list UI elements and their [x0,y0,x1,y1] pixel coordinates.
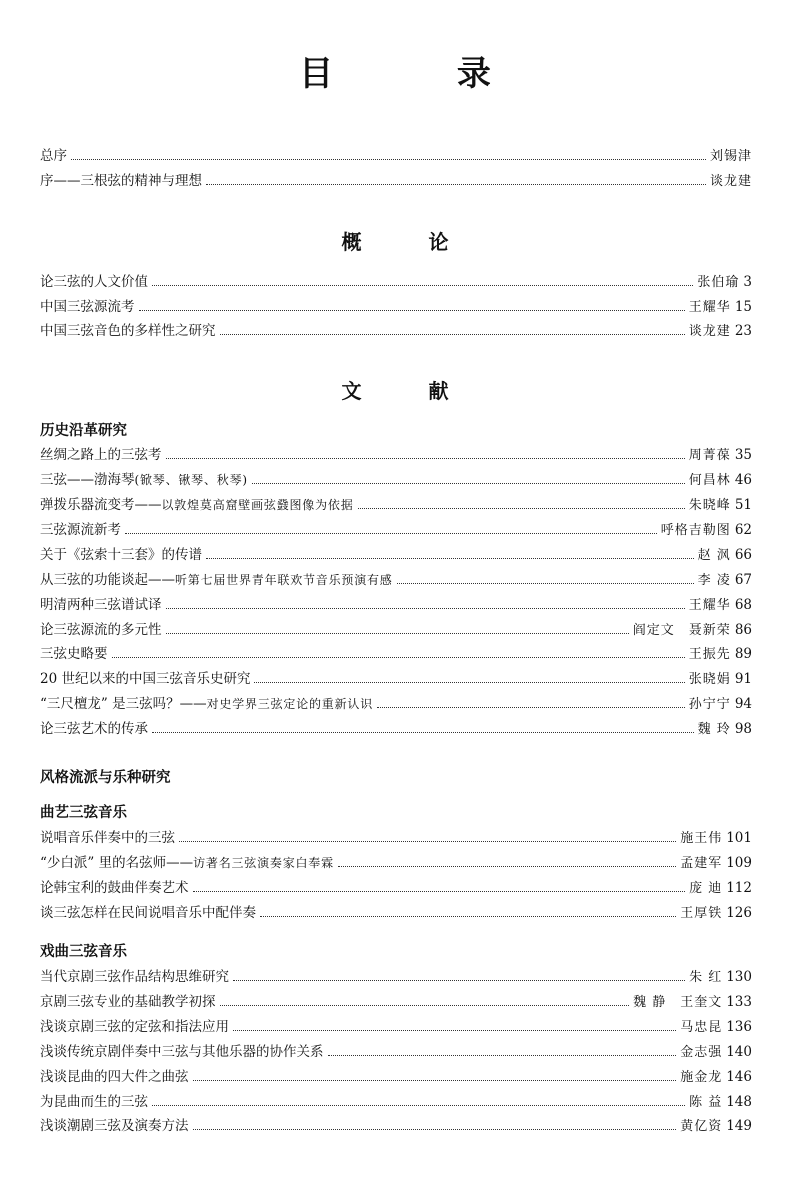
entry-subtitle: 以敦煌莫高窟壁画弦鼗图像为依据 [161,498,354,512]
entry-author: 王奎文 [680,995,723,1010]
entry-title: 论三弦的人文价值 [40,274,148,290]
entry-page: 46 [734,472,752,488]
entry-page: 148 [726,1094,752,1110]
toc-entry[interactable] [40,718,752,740]
entry-page: 51 [734,497,752,513]
entry-author: 马忠昆 [680,1020,723,1035]
entry-title: 说唱音乐伴奏中的三弦 [40,830,175,846]
entry-title: 中国三弦源流考 [40,299,135,315]
dot-leader [260,915,676,917]
dot-leader [112,656,685,658]
toc-entry[interactable] [40,1115,752,1137]
entry-page: 133 [726,994,752,1010]
entry-page: 35 [734,447,752,463]
dot-leader [152,1104,685,1106]
entry-author: 庞 迪 [689,881,723,896]
toc-entry[interactable] [40,494,752,516]
entry-page: 146 [726,1069,752,1085]
dot-leader [166,632,629,634]
dot-leader [233,1029,676,1031]
dot-leader [139,309,685,311]
entry-page: 62 [734,522,752,538]
dot-leader [328,1054,677,1056]
entry-author: 朱 红 [689,970,723,985]
toc-entry[interactable] [40,1066,752,1088]
entry-page: 98 [734,721,752,737]
entry-author: 魏 玲 [697,722,731,737]
dot-leader [206,183,706,185]
dot-leader [193,1079,677,1081]
entry-title: 丝绸之路上的三弦考 [40,447,162,463]
entry-title: 京剧三弦专业的基础教学初探 [40,994,216,1010]
dot-leader [220,333,685,335]
entry-page: 109 [726,855,752,871]
entry-page: 68 [734,597,752,613]
entry-subtitle: 访著名三弦演奏家白奉霖 [193,856,334,870]
entry-author: 孟建军 [680,856,723,871]
toc-entry[interactable] [40,594,752,616]
dot-leader [166,607,685,609]
entry-author: 周菁葆 [688,448,731,463]
entry-title: 明清两种三弦谱试译 [40,597,162,613]
section-title-literature: 文 献 [341,379,479,403]
dot-leader [254,681,684,683]
group-title-history: 历史沿革研究 [40,423,127,439]
entry-author: 朱晓峰 [688,498,731,513]
entry-author: 陈 益 [689,1095,723,1110]
dot-leader [125,532,657,534]
entry-author: 金志强 [680,1045,723,1060]
entry-page: 91 [734,671,752,687]
entry-title: 谈三弦怎样在民间说唱音乐中配伴奏 [40,905,256,921]
dot-leader [152,284,693,286]
entry-author: 王耀华 [688,598,731,613]
toc-entry[interactable] [40,902,752,924]
entry-author: 赵 沨 [697,548,731,563]
entry-title: 浅谈潮剧三弦及演奏方法 [40,1118,189,1134]
entry-subtitle: (锨琴、锹琴、秋琴) [134,473,248,487]
toc-entry[interactable] [40,544,752,566]
entry-author: 王耀华 [688,300,731,315]
entry-author-first: 阎定文 [632,623,675,638]
toc-entry[interactable] [40,1016,752,1038]
dot-leader [220,1004,630,1006]
toc-entry[interactable] [40,1041,752,1063]
entry-page: 112 [726,880,752,896]
entry-author: 施金龙 [680,1070,723,1085]
entry-title: 当代京剧三弦作品结构思维研究 [40,969,229,985]
toc-entry[interactable] [40,519,752,541]
entry-author: 施王伟 [680,831,723,846]
toc-entry[interactable] [40,643,752,665]
entry-author: 谈龙建 [709,174,752,189]
entry-author: 刘锡津 [709,149,752,164]
entry-page: 15 [734,299,752,315]
dot-leader [152,731,694,733]
entry-page: 23 [734,323,752,339]
dot-leader [338,865,676,867]
toc-entry[interactable] [40,827,752,849]
dot-leader [166,457,685,459]
dot-leader [179,840,676,842]
toc-entry[interactable] [40,1091,752,1113]
section-title-overview: 概 论 [341,230,479,254]
entry-page: 126 [726,905,752,921]
toc-entry-preface-general[interactable] [40,145,752,167]
toc-entry[interactable] [40,852,752,874]
dot-leader [193,1128,677,1130]
entry-page: 89 [734,646,752,662]
group-title-style: 风格流派与乐种研究 [40,770,171,786]
toc-entry[interactable] [40,271,752,293]
entry-title: 总序 [40,148,67,164]
entry-author: 聂新荣 [688,623,731,638]
page-title: 目 录 [299,54,547,94]
toc-entry[interactable] [40,877,752,899]
entry-author: 王厚铁 [680,906,723,921]
entry-title: 浅谈传统京剧伴奏中三弦与其他乐器的协作关系 [40,1044,324,1060]
group-title-quyi: 曲艺三弦音乐 [40,805,127,821]
entry-title: 三弦——渤海琴 [40,472,135,488]
entry-title: “三尺檀龙” 是三弦吗？—— [40,696,207,712]
entry-author: 张晓娟 [688,672,731,687]
entry-title: 三弦史略要 [40,646,108,662]
entry-title: 关于《弦索十三套》的传谱 [40,547,202,563]
entry-page: 94 [734,696,752,712]
entry-title: 论三弦艺术的传承 [40,721,148,737]
dot-leader [377,706,685,708]
dot-leader [233,979,685,981]
entry-title: 为昆曲而生的三弦 [40,1094,148,1110]
dot-leader [358,507,685,509]
entry-title: 序——三根弦的精神与理想 [40,173,202,189]
toc-entry-preface[interactable] [40,170,752,192]
entry-subtitle: 对史学界三弦定论的重新认识 [206,697,374,711]
group-title-xiqu: 戏曲三弦音乐 [40,944,127,960]
dot-leader [71,158,706,160]
entry-page: 66 [734,547,752,563]
entry-author: 谈龙建 [688,324,731,339]
toc-entry[interactable] [40,668,752,690]
entry-title: 论韩宝利的鼓曲伴奏艺术 [40,880,189,896]
entry-page: 149 [726,1118,752,1134]
entry-title: 论三弦源流的多元性 [40,622,162,638]
toc-entry[interactable] [40,619,752,641]
toc-entry[interactable] [40,966,752,988]
entry-page: 130 [726,969,752,985]
entry-author-first: 魏 静 [633,995,667,1010]
toc-entry[interactable] [40,444,752,466]
toc-entry[interactable] [40,320,752,342]
entry-page: 3 [743,274,752,290]
toc-entry[interactable] [40,991,752,1013]
dot-leader [206,557,694,559]
entry-author: 呼格吉勒图 [660,523,731,538]
entry-page: 86 [734,622,752,638]
entry-page: 101 [726,830,752,846]
entry-page: 140 [726,1044,752,1060]
entry-author: 李 凌 [697,573,731,588]
toc-entry[interactable] [40,469,752,491]
entry-author: 何昌林 [688,473,731,488]
entry-title: 从三弦的功能谈起—— [40,572,175,588]
toc-entry[interactable] [40,296,752,318]
entry-author: 黄亿资 [680,1119,723,1134]
entry-title: 浅谈昆曲的四大件之曲弦 [40,1069,189,1085]
entry-author: 王振先 [688,647,731,662]
entry-title: 浅谈京剧三弦的定弦和指法应用 [40,1019,229,1035]
entry-author: 张伯瑜 [697,275,740,290]
entry-subtitle: 听第七届世界青年联欢节音乐预演有感 [175,573,393,587]
entry-title: “少白派” 里的名弦师—— [40,855,194,871]
toc-entry[interactable] [40,693,752,715]
entry-title: 中国三弦音色的多样性之研究 [40,323,216,339]
entry-title: 三弦源流新考 [40,522,121,538]
dot-leader [397,582,694,584]
entry-author: 孙宁宁 [688,697,731,712]
toc-entry[interactable] [40,569,752,591]
entry-page: 136 [726,1019,752,1035]
entry-title: 弹拨乐器流变考—— [40,497,162,513]
dot-leader [252,482,685,484]
entry-title: 20 世纪以来的中国三弦音乐史研究 [40,671,251,687]
dot-leader [193,890,686,892]
entry-page: 67 [734,572,752,588]
